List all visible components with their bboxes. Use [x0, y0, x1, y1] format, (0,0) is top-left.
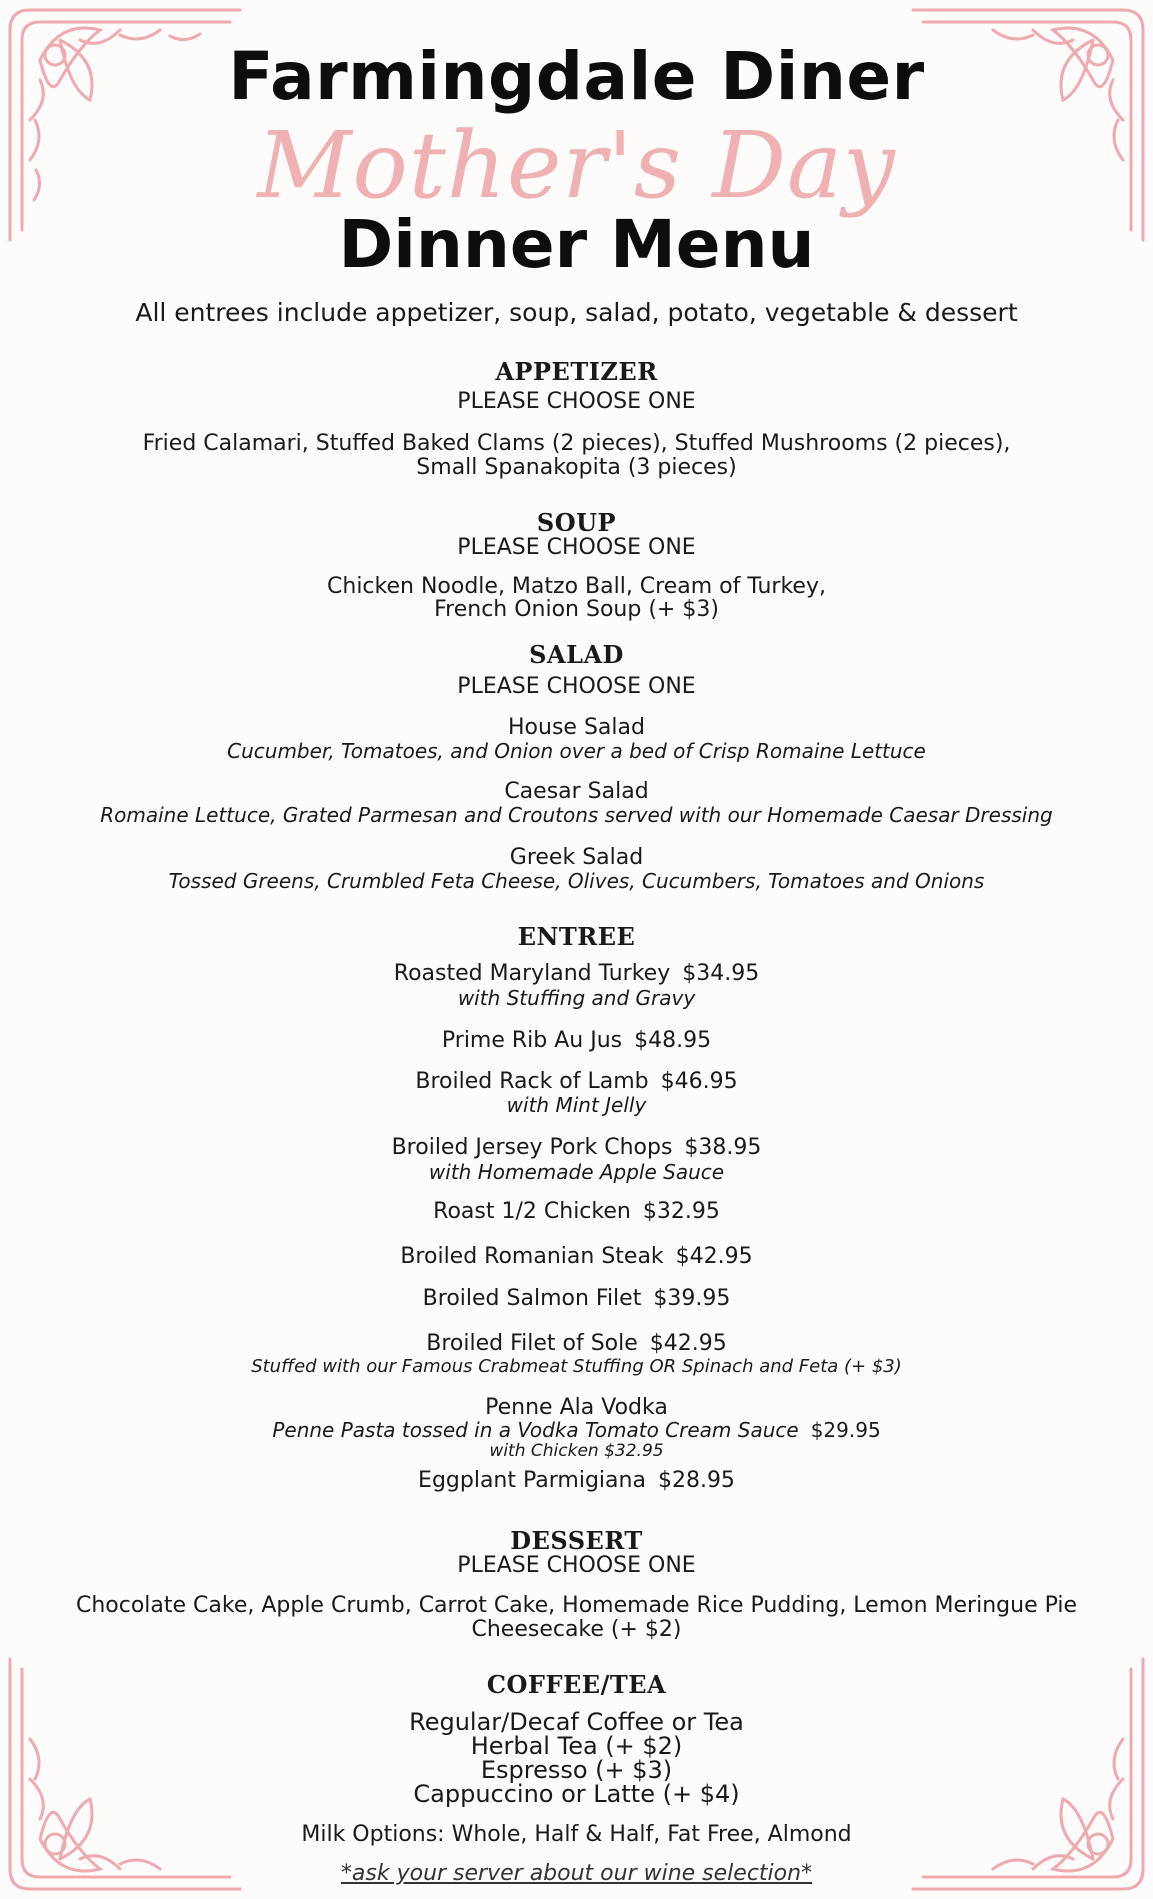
entree-desc: Stuffed with our Famous Crabmeat Stuffing OR Spinach and Feta (+ $3)	[251, 1356, 902, 1377]
entree-price: $32.95	[642, 1199, 720, 1224]
entree-item	[0, 961, 1153, 986]
appetizer-choose: PLEASE CHOOSE ONE	[457, 389, 696, 414]
wine-note	[0, 1861, 1153, 1886]
entree-item	[0, 1286, 1153, 1311]
entree-price: $34.95	[682, 961, 760, 986]
entree-price: $42.95	[649, 1331, 727, 1356]
entree-name: Roast 1/2 Chicken	[433, 1199, 631, 1224]
occasion-title: Mother's Day	[257, 112, 896, 219]
entree-extra: with Chicken $32.95	[489, 1441, 664, 1461]
entree-price: $38.95	[684, 1135, 762, 1160]
coffee-heading: COFFEE/TEA	[486, 1670, 667, 1699]
entree-item	[0, 1331, 1153, 1356]
salad-item-desc: Tossed Greens, Crumbled Feta Cheese, Olives, Cucumbers, Tomatoes and Onions	[168, 869, 985, 893]
salad-item-name: Greek Salad	[509, 845, 644, 870]
entree-price: $28.95	[657, 1468, 735, 1493]
entree-desc: Penne Pasta tossed in a Vodka Tomato Cream Sauce	[272, 1418, 799, 1442]
entree-name: Broiled Filet of Sole	[426, 1331, 638, 1356]
wine-note-text: *ask your server about our wine selection*	[340, 1861, 813, 1886]
entree-item	[0, 1244, 1153, 1269]
entree-name: Broiled Jersey Pork Chops	[391, 1135, 673, 1160]
soup-heading: SOUP	[536, 508, 617, 537]
entree-item	[0, 1028, 1153, 1053]
salad-item-name: House Salad	[508, 715, 645, 740]
coffee-line: Regular/Decaf Coffee or Tea	[409, 1708, 744, 1736]
salad-item-desc: Cucumber, Tomatoes, and Onion over a bed of Crisp Romaine Lettuce	[227, 739, 926, 763]
entree-item	[0, 1199, 1153, 1224]
entree-price: $42.95	[675, 1244, 753, 1269]
entree-price: $39.95	[653, 1286, 731, 1311]
milk-options: Milk Options: Whole, Half & Half, Fat Free, Almond	[301, 1822, 852, 1847]
restaurant-name: Farmingdale Diner	[228, 38, 925, 115]
soup-line: Chicken Noodle, Matzo Ball, Cream of Turkey,	[327, 574, 826, 599]
entree-name: Broiled Salmon Filet	[422, 1286, 642, 1311]
entree-name: Eggplant Parmigiana	[418, 1468, 646, 1493]
salad-item-name: Caesar Salad	[504, 779, 649, 804]
dessert-heading: DESSERT	[510, 1526, 643, 1555]
dessert-line: Cheesecake (+ $2)	[471, 1617, 682, 1642]
entree-name: Broiled Romanian Steak	[400, 1244, 664, 1269]
salad-item-desc: Romaine Lettuce, Grated Parmesan and Croutons served with our Homemade Caesar Dressing	[100, 803, 1053, 827]
appetizer-line: Small Spanakopita (3 pieces)	[416, 455, 737, 480]
coffee-line: Herbal Tea (+ $2)	[470, 1732, 683, 1760]
coffee-line: Cappuccino or Latte (+ $4)	[413, 1780, 740, 1808]
entree-price: $46.95	[660, 1069, 738, 1094]
entree-desc: with Mint Jelly	[506, 1093, 647, 1117]
appetizer-line: Fried Calamari, Stuffed Baked Clams (2 pieces), Stuffed Mushrooms (2 pieces),	[142, 431, 1011, 456]
dessert-line: Chocolate Cake, Apple Crumb, Carrot Cake, Homemade Rice Pudding, Lemon Meringue Pie	[75, 1593, 1078, 1618]
entree-name: Prime Rib Au Jus	[441, 1028, 623, 1053]
entree-name: Roasted Maryland Turkey	[393, 961, 671, 986]
entree-heading: ENTREE	[517, 922, 636, 951]
dessert-choose: PLEASE CHOOSE ONE	[457, 1553, 696, 1578]
soup-choose: PLEASE CHOOSE ONE	[457, 535, 696, 560]
menu-title: Dinner Menu	[338, 206, 815, 283]
entree-desc: with Homemade Apple Sauce	[428, 1160, 725, 1184]
entree-item	[0, 1135, 1153, 1160]
intro-text: All entrees include appetizer, soup, salad, potato, vegetable & dessert	[135, 298, 1018, 327]
coffee-line: Espresso (+ $3)	[480, 1756, 673, 1784]
soup-line: French Onion Soup (+ $3)	[434, 597, 719, 622]
appetizer-heading: APPETIZER	[495, 357, 658, 386]
entree-item	[0, 1069, 1153, 1094]
salad-heading: SALAD	[529, 640, 624, 669]
entree-price: $29.95	[810, 1418, 881, 1442]
entree-item	[0, 1418, 1153, 1442]
entree-desc: with Stuffing and Gravy	[457, 986, 696, 1010]
entree-item	[0, 1468, 1153, 1493]
entree-item-name: Penne Ala Vodka	[485, 1395, 668, 1420]
entree-name: Broiled Rack of Lamb	[415, 1069, 649, 1094]
entree-price: $48.95	[634, 1028, 712, 1053]
salad-choose: PLEASE CHOOSE ONE	[457, 674, 696, 699]
